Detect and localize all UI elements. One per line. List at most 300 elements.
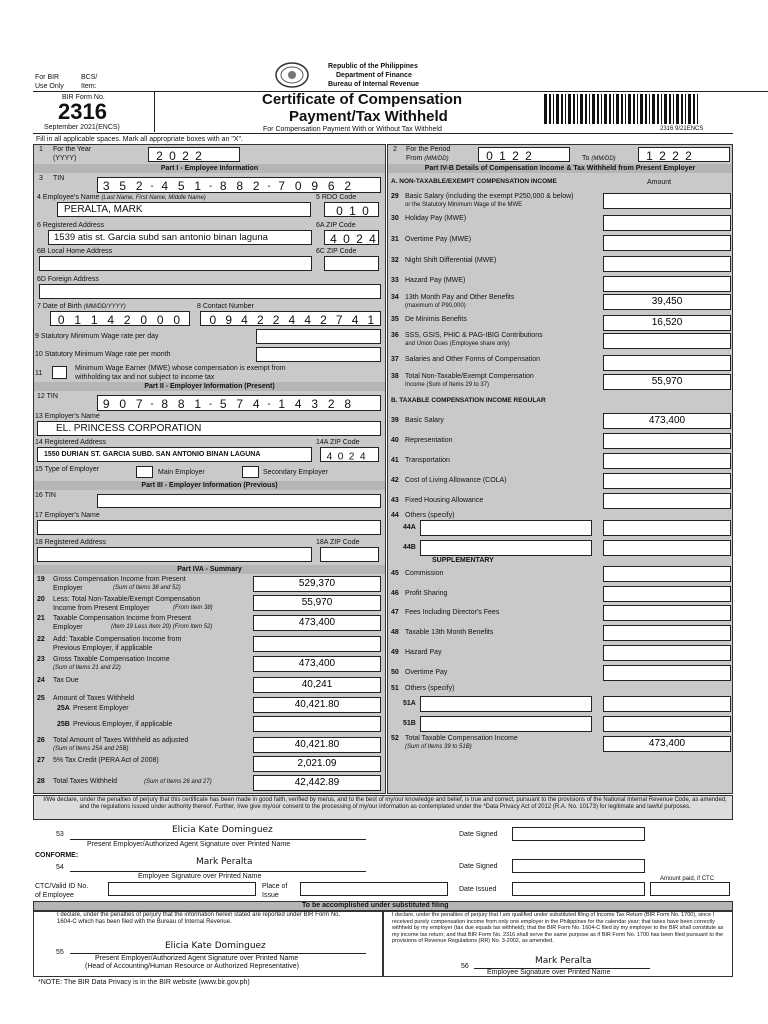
smw-month-field[interactable] — [256, 347, 381, 362]
smw-day-field[interactable] — [256, 329, 381, 344]
others-51a-desc-field[interactable] — [420, 696, 592, 712]
detail-item-no: 46 — [391, 590, 399, 597]
employee-name-label: 4 Employee's Name (Last Name, First Name, Middle Name) — [37, 194, 206, 201]
mwe-label-1: Minimum Wage Earner (MWE) whose compensation is exempt from — [75, 365, 286, 372]
summary-item-label: Gross Taxable Compensation Income — [53, 656, 170, 663]
summary-item-label-2: Employer — [53, 585, 83, 592]
digit: 0 — [156, 313, 164, 327]
bureau-text: Bureau of Internal Revenue — [328, 81, 420, 88]
digit: 5 — [219, 397, 227, 411]
detail-item-no: 42 — [391, 477, 399, 484]
barcode-bar — [613, 94, 614, 124]
detail-item-no: 49 — [391, 649, 399, 656]
digit: 2 — [123, 313, 131, 327]
detail-item-label: SSS, GSIS, PHIC & PAG-IBIG Contributions — [405, 332, 543, 339]
digit: 4 — [304, 313, 312, 327]
digit-separator: - — [150, 398, 154, 410]
digit: 2 — [344, 179, 352, 193]
detail-value-field[interactable] — [603, 625, 731, 641]
detail-item-label-2: or the Statutory Minimum Wage of the MWE — [405, 202, 523, 208]
digit: 7 — [335, 313, 343, 327]
digit: 4 — [107, 313, 115, 327]
digit: 3 — [311, 397, 319, 411]
part2-title: Part II - Employer Information (Present) — [34, 382, 385, 391]
summary-item-no: 25B — [57, 721, 70, 728]
no-53: 53 — [56, 831, 64, 838]
detail-value-field[interactable] — [603, 333, 731, 349]
digit: 5 — [177, 179, 185, 193]
detail-value-field[interactable] — [603, 473, 731, 489]
employee-sig-caption: Employee Signature over Printed Name — [138, 873, 262, 880]
detail-value-field[interactable]: 55,970 — [603, 374, 731, 390]
substituted-left-text: I declare, under the penalties of perjury that the information herein stated are reported under BIR Form No. 1604-C which has been filed with the Bureau of Internal Revenue. — [57, 912, 341, 925]
detail-item-label: Total Non-Taxable/Exempt Compensation — [405, 373, 534, 380]
prev-employer-name-field[interactable] — [37, 520, 381, 535]
digit: 2 — [195, 149, 202, 163]
local-zip-field[interactable] — [324, 256, 379, 271]
detail-value-field[interactable] — [603, 193, 731, 209]
summary-item-label: Less: Total Non-Taxable/Exempt Compensation — [53, 596, 201, 603]
period-from-field[interactable] — [478, 147, 570, 162]
summary-item-label: Gross Compensation Income from Present — [53, 576, 186, 583]
summary-item-no: 20 — [37, 596, 45, 603]
detail-value-field[interactable] — [603, 453, 731, 469]
period-label: For the Period — [406, 146, 451, 153]
digit: 9 — [311, 179, 319, 193]
detail-value-field[interactable] — [603, 665, 731, 681]
digit: 1 — [74, 313, 82, 327]
summary-item-no: 19 — [37, 576, 45, 583]
zip-code-field[interactable] — [324, 230, 379, 245]
bir-seal-icon — [274, 62, 310, 88]
detail-value-field[interactable] — [603, 256, 731, 272]
summary-item-no: 21 — [37, 615, 45, 622]
mwe-checkbox[interactable] — [52, 366, 67, 379]
employer-tin-label: 12 TIN — [37, 393, 58, 400]
detail-item-no: 30 — [391, 215, 399, 222]
detail-item-no: 41 — [391, 457, 399, 464]
barcode-bar — [565, 94, 566, 124]
rdo-label: 5 RDO Code — [316, 194, 357, 201]
digit: 2 — [356, 232, 363, 246]
employer-reg-field[interactable]: 1550 DURIAN ST. GARCIA SUBD. SAN ANTONIO BINAN LAGUNA — [37, 447, 312, 462]
digit: 1 — [349, 204, 356, 218]
detail-value-field[interactable] — [603, 645, 731, 661]
barcode-bar — [640, 94, 643, 124]
summary-value-field[interactable]: 40,421.80 — [253, 737, 381, 753]
summary-item-no: 25A — [57, 705, 70, 712]
detail-item-label-2: and Union Dues (Employee share only) — [405, 341, 510, 347]
detail-item-label: Transportation — [405, 457, 450, 464]
digit: 2 — [135, 179, 143, 193]
digit: 4 — [351, 313, 359, 327]
detail-item-no: 35 — [391, 316, 399, 323]
others-44a-desc-field[interactable] — [420, 520, 592, 536]
detail-item-label: Basic Salary — [405, 417, 444, 424]
digit: 6 — [327, 179, 335, 193]
summary-item-no: 23 — [37, 656, 45, 663]
detail-value-field[interactable] — [603, 235, 731, 251]
others-51a-value-field[interactable] — [603, 696, 731, 712]
detail-value-field[interactable]: 16,520 — [603, 315, 731, 331]
bcs-label: BCS/ — [81, 74, 98, 81]
detail-value-field[interactable] — [603, 566, 731, 582]
part1-title: Part I - Employee Information — [34, 164, 385, 173]
summary-item-label: Amount of Taxes Withheld — [53, 695, 135, 702]
detail-item-no: 43 — [391, 497, 399, 504]
detail-item-no: 37 — [391, 356, 399, 363]
form-number: 2316 — [58, 99, 107, 124]
prev-reg-label: 18 Registered Address — [35, 539, 106, 546]
barcode-bar — [676, 94, 679, 124]
footer-note: *NOTE: The BIR Data Privacy is in the BIR website (www.bir.gov.ph) — [38, 979, 250, 986]
detail-value-field[interactable] — [603, 215, 731, 231]
main-employer-label: Main Employer — [158, 469, 205, 476]
prev-zip-label: 18A ZIP Code — [316, 539, 360, 546]
caption-55a: Present Employer/Authorized Agent Signature over Printed Name — [95, 955, 299, 962]
digit: 8 — [219, 179, 227, 193]
year-no: 1 — [39, 146, 43, 153]
detail-value-field[interactable] — [603, 433, 731, 449]
part4b-title: Part IV-B Details of Compensation Income & Tax Withheld from Present Employer — [388, 164, 732, 173]
no-56: 56 — [461, 963, 469, 970]
detail-item-no: 39 — [391, 417, 399, 424]
detail-value-field[interactable]: 39,450 — [603, 294, 731, 310]
detail-item-no: 32 — [391, 257, 399, 264]
substituted-right-text: I declare, under the penalties of perjury that I am qualified under substituted filing of Income Tax Return (BIR Form No. 1700), since I received purely compensation income from only one employer in the Philippines for the calendar year; that taxes have been correctly withheld by my employer (tax due equals tax withheld); that the BIR Form No. 1604-C filed by my employer to the BIR shall constitute as my income tax return; and that BIR Form No. 2316 shall serve the same purpose as if BIR Form No. 1700 has been filed pursuant to the provisions of Revenue Regulations (RR) No. 3-2002, as amended. — [392, 912, 724, 944]
barcode-code: 2316 9/21ENCS — [660, 126, 704, 132]
detail-item-no: 34 — [391, 294, 399, 301]
detail-item-no: 51 — [391, 685, 399, 692]
detail-item-no: 38 — [391, 373, 399, 380]
period-to-label: To (MM/DD) — [582, 155, 616, 162]
detail-item-label: Fixed Housing Allowance — [405, 497, 484, 504]
date-issued-field[interactable] — [512, 882, 645, 896]
summary-value-field[interactable]: 40,241 — [253, 677, 381, 693]
digit: 2 — [252, 179, 260, 193]
employer-zip-field[interactable] — [320, 447, 379, 462]
caption-56: Employee Signature over Printed Name — [487, 969, 611, 976]
barcode-bar — [556, 94, 559, 124]
barcode-bar — [544, 94, 547, 124]
others-44b-desc-field[interactable] — [420, 540, 592, 556]
summary-value-field[interactable]: 529,370 — [253, 576, 381, 592]
employer-signature: Elicia Kate Dominguez — [172, 825, 273, 835]
form-subtitle: For Compensation Payment With or Without Tax Withheld — [263, 126, 442, 133]
digit: 0 — [57, 313, 65, 327]
employer-zip-label: 14A ZIP Code — [316, 439, 360, 446]
detail-value-field[interactable] — [603, 605, 731, 621]
barcode-bar — [637, 94, 638, 124]
signature-55: Elicia Kate Dominguez — [165, 941, 266, 951]
digit: 0 — [169, 149, 176, 163]
detail-item-label: Overtime Pay (MWE) — [405, 236, 472, 243]
digit: 9 — [102, 397, 110, 411]
digit: 0 — [209, 313, 217, 327]
summary-item-note: (Sum of Items 21 and 22) — [53, 665, 121, 671]
amount-label: Amount — [647, 179, 672, 186]
digit: 8 — [161, 397, 169, 411]
republic-text: Republic of the Philippines — [328, 63, 418, 70]
others-44b-label: 44B — [403, 544, 416, 551]
summary-value-field[interactable]: 2,021.09 — [253, 756, 381, 772]
ctc-id-field[interactable] — [108, 882, 256, 896]
others-51b-desc-field[interactable] — [420, 716, 592, 732]
digit: 4 — [294, 397, 302, 411]
digit: 2 — [685, 149, 692, 163]
amount-paid-field[interactable] — [650, 882, 730, 896]
summary-item-no: 25 — [37, 695, 45, 702]
total-taxable-label: Total Taxable Compensation Income — [405, 735, 518, 742]
detail-item-no: 50 — [391, 669, 399, 676]
detail-value-field[interactable] — [603, 493, 731, 509]
barcode-bar — [589, 94, 590, 124]
summary-item-label: Add: Taxable Compensation Income from — [53, 636, 182, 643]
barcode-bar — [649, 94, 650, 124]
dob-field[interactable] — [50, 311, 190, 326]
summary-item-label: 5% Tax Credit (PERA Act of 2008) — [53, 757, 159, 764]
summary-item-no: 26 — [37, 737, 45, 744]
digit: 0 — [337, 450, 344, 462]
signature-56: Mark Peralta — [535, 956, 592, 966]
barcode-bar — [553, 94, 554, 124]
detail-value-field[interactable] — [603, 355, 731, 371]
others-44b-value-field[interactable] — [603, 540, 731, 556]
foreign-address-field[interactable] — [39, 284, 381, 299]
secondary-employer-checkbox[interactable] — [242, 466, 259, 478]
summary-item-label: Total Amount of Taxes Withheld as adjusted — [53, 737, 189, 744]
digit: 7 — [135, 397, 143, 411]
detail-item-label-2: Income (Sum of Items 29 to 37) — [405, 382, 490, 388]
digit-separator: - — [267, 180, 271, 192]
digit-separator: - — [208, 180, 213, 192]
prev-employer-zip-field[interactable] — [320, 547, 379, 562]
foreign-address-label: 6D Foreign Address — [37, 276, 99, 283]
detail-value-field[interactable]: 473,400 — [603, 413, 731, 429]
reg-address-label: 6 Registered Address — [37, 222, 104, 229]
use-only-label: Use Only — [35, 83, 64, 90]
summary-item-no: 27 — [37, 757, 45, 764]
main-employer-checkbox[interactable] — [136, 466, 153, 478]
digit: 4 — [241, 313, 248, 327]
employer-name-field[interactable]: EL. PRINCESS CORPORATION — [37, 421, 381, 436]
supplementary-title: SUPPLEMENTARY — [432, 557, 494, 564]
summary-value-field[interactable]: 473,400 — [253, 615, 381, 631]
barcode-bar — [628, 94, 631, 124]
digit: 8 — [236, 179, 244, 193]
ctc-label-2: of Employee — [35, 892, 74, 899]
barcode-bar — [621, 94, 623, 124]
digit: 0 — [486, 149, 493, 163]
detail-item-label: De Minimis Benefits — [405, 316, 467, 323]
barcode-bar — [573, 94, 575, 124]
no-54: 54 — [56, 864, 64, 871]
reg-address-field[interactable]: 1539 atis st. Garcia subd san antonio binan laguna — [48, 230, 312, 245]
digit: 4 — [252, 397, 260, 411]
digit: 4 — [161, 179, 169, 193]
barcode-bar — [601, 94, 602, 124]
detail-item-label: Hazard Pay — [405, 649, 442, 656]
year-format: (YYYY) — [53, 155, 77, 162]
prev-tin-label: 16 TIN — [35, 492, 56, 499]
detail-item-label: Hazard Pay (MWE) — [405, 277, 466, 284]
barcode-bar — [664, 94, 667, 124]
summary-item-note: (Sum of Items 38 and 52) — [113, 585, 181, 591]
others-51b-label: 51B — [403, 720, 416, 727]
barcode-bar — [693, 94, 695, 124]
digit: 2 — [672, 149, 679, 163]
summary-value-field[interactable]: 40,421.80 — [253, 697, 381, 713]
digit: 2 — [525, 149, 532, 163]
contact-field[interactable] — [200, 311, 381, 326]
barcode-bar — [549, 94, 551, 124]
digit: 1 — [194, 397, 202, 411]
detail-item-no: 47 — [391, 609, 399, 616]
mwe-label-2: withholding tax and not subject to income tax — [75, 374, 215, 381]
employee-name-field[interactable]: PERALTA, MARK — [57, 202, 311, 217]
zip-label: 6A ZIP Code — [316, 222, 356, 229]
declaration-text: I/We declare, under the penalties of perjury that this certificate has been made in good faith, verified by me/us, and to the best of my/our knowledge and belief, is true and correct, pursuant to the provisions of the National Internal Revenue Code, as amended, and the regulations issued under authority thereof. Further, I/we give my/our consent to the processing of my/our information as contemplated under the *Data Privacy Act of 2012 (R.A. No. 10173) for legitimate and lawful purposes. — [43, 797, 727, 810]
digit-separator: - — [150, 180, 154, 192]
barcode-bar — [577, 94, 578, 124]
detail-item-label: Fees Including Director's Fees — [405, 609, 500, 616]
item-label: Item: — [81, 83, 97, 90]
summary-item-label: Present Employer — [73, 705, 129, 712]
detail-item-no: 45 — [391, 570, 399, 577]
barcode-bar — [616, 94, 619, 124]
employee-tin-field[interactable] — [97, 177, 381, 193]
for-bir-label: For BIR — [35, 74, 60, 81]
detail-item-label: Representation — [405, 437, 453, 444]
detail-item-no: 44 — [391, 512, 399, 519]
secondary-employer-label: Secondary Employer — [263, 469, 328, 476]
digit: 2 — [327, 397, 335, 411]
rdo-code-field[interactable] — [324, 202, 379, 217]
local-address-label: 6B Local Home Address — [37, 248, 113, 255]
summary-value-field[interactable] — [253, 716, 381, 732]
summary-value-field[interactable]: 55,970 — [253, 595, 381, 611]
detail-item-label: Others (specify) — [405, 512, 455, 519]
summary-item-note: (Sum of Items 26 and 27) — [144, 779, 212, 785]
digit: 5 — [119, 179, 127, 193]
summary-item-no: 24 — [37, 677, 45, 684]
digit-separator: - — [208, 398, 213, 410]
form-title-line1: Certificate of Compensation — [262, 91, 463, 108]
year-field[interactable] — [148, 147, 240, 162]
summary-item-no: 28 — [37, 778, 45, 785]
barcode-bar — [592, 94, 595, 124]
digit: 2 — [182, 149, 189, 163]
summary-value-field[interactable]: 473,400 — [253, 656, 381, 672]
period-to-field[interactable] — [638, 147, 730, 162]
prev-name-label: 17 Employer's Name — [35, 512, 100, 519]
digit: 4 — [326, 450, 333, 462]
detail-item-no: 31 — [391, 236, 399, 243]
digit: 2 — [320, 313, 327, 327]
detail-value-field[interactable] — [603, 276, 731, 292]
summary-item-note: (From Item 38) — [173, 605, 213, 611]
barcode-bar — [661, 94, 662, 124]
digit: 0 — [362, 204, 369, 218]
detail-item-no: 29 — [391, 193, 399, 200]
total-taxable-value-field[interactable]: 473,400 — [603, 736, 731, 752]
detail-item-label-2: (maximum of P90,000) — [405, 303, 466, 309]
date-issued-label: Date Issued — [459, 886, 497, 893]
barcode-bar — [652, 94, 655, 124]
part3-title: Part III - Employer Information (Previous) — [34, 481, 385, 490]
smw-day-label: 9 Statutory Minimum Wage rate per day — [35, 333, 159, 340]
digit: 0 — [173, 313, 181, 327]
date-signed-field-54[interactable] — [512, 859, 645, 873]
dob-label: 7 Date of Birth (MM/DD/YYYY) — [37, 303, 126, 310]
barcode-bar — [604, 94, 607, 124]
detail-value-field[interactable] — [603, 586, 731, 602]
summary-item-note: (Item 19 Less Item 20) (From Item 52) — [111, 624, 213, 630]
barcode-bar — [585, 94, 587, 124]
place-issue-label-1: Place of — [262, 883, 288, 890]
digit: 1 — [646, 149, 653, 163]
local-address-field[interactable] — [39, 256, 312, 271]
digit: 2 — [256, 313, 264, 327]
digit: 0 — [343, 232, 350, 246]
form-no-label: BIR Form No. — [62, 94, 105, 101]
digit: 1 — [367, 313, 375, 327]
tin-no: 3 — [39, 175, 43, 182]
barcode-bar — [669, 94, 671, 124]
digit: 4 — [330, 232, 337, 246]
digit: 4 — [288, 313, 296, 327]
summary-value-field[interactable] — [253, 636, 381, 652]
summary-item-label: Previous Employer, if applicable — [73, 721, 173, 728]
detail-item-label: Cost of Living Allowance (COLA) — [405, 477, 507, 484]
digit: 1 — [278, 397, 286, 411]
place-issue-field[interactable] — [300, 882, 448, 896]
digit: 7 — [278, 179, 286, 193]
barcode-bar — [685, 94, 686, 124]
detail-item-label: Basic Salary (including the exempt P250,000 & below) — [405, 193, 574, 200]
prev-employer-tin-field[interactable] — [97, 494, 381, 508]
amount-paid-label: Amount paid, if CTC — [660, 876, 715, 882]
date-signed-label-54: Date Signed — [459, 863, 498, 870]
summary-item-label-2: Employer — [53, 624, 83, 631]
contact-label: 8 Contact Number — [197, 303, 254, 310]
barcode-bar — [673, 94, 674, 124]
digit: 8 — [177, 397, 185, 411]
no-55: 55 — [56, 949, 64, 956]
employer-tin-field[interactable] — [97, 395, 381, 411]
section-b-title: B. TAXABLE COMPENSATION INCOME REGULAR — [391, 397, 546, 404]
others-44a-value-field[interactable] — [603, 520, 731, 536]
detail-item-no: 33 — [391, 277, 399, 284]
others-44a-label: 44A — [403, 524, 416, 531]
prev-employer-reg-field[interactable] — [37, 547, 312, 562]
date-signed-field-53[interactable] — [512, 827, 645, 841]
date-signed-label-53: Date Signed — [459, 831, 498, 838]
detail-item-label: Holiday Pay (MWE) — [405, 215, 467, 222]
others-51b-value-field[interactable] — [603, 716, 731, 732]
employer-reg-label: 14 Registered Address — [35, 439, 106, 446]
barcode-bar — [597, 94, 599, 124]
ctc-label-1: CTC/Valid ID No. — [35, 883, 89, 890]
barcode-bar — [645, 94, 647, 124]
digit: 2 — [348, 450, 355, 462]
digit: 2 — [659, 149, 666, 163]
summary-value-field[interactable]: 42,442.89 — [253, 775, 381, 791]
section-a-title: A. NON-TAXABLE/EXEMPT COMPENSATION INCOME — [391, 178, 557, 185]
digit: 7 — [236, 397, 244, 411]
detail-item-label: Night Shift Differential (MWE) — [405, 257, 497, 264]
detail-item-label: Commission — [405, 570, 444, 577]
